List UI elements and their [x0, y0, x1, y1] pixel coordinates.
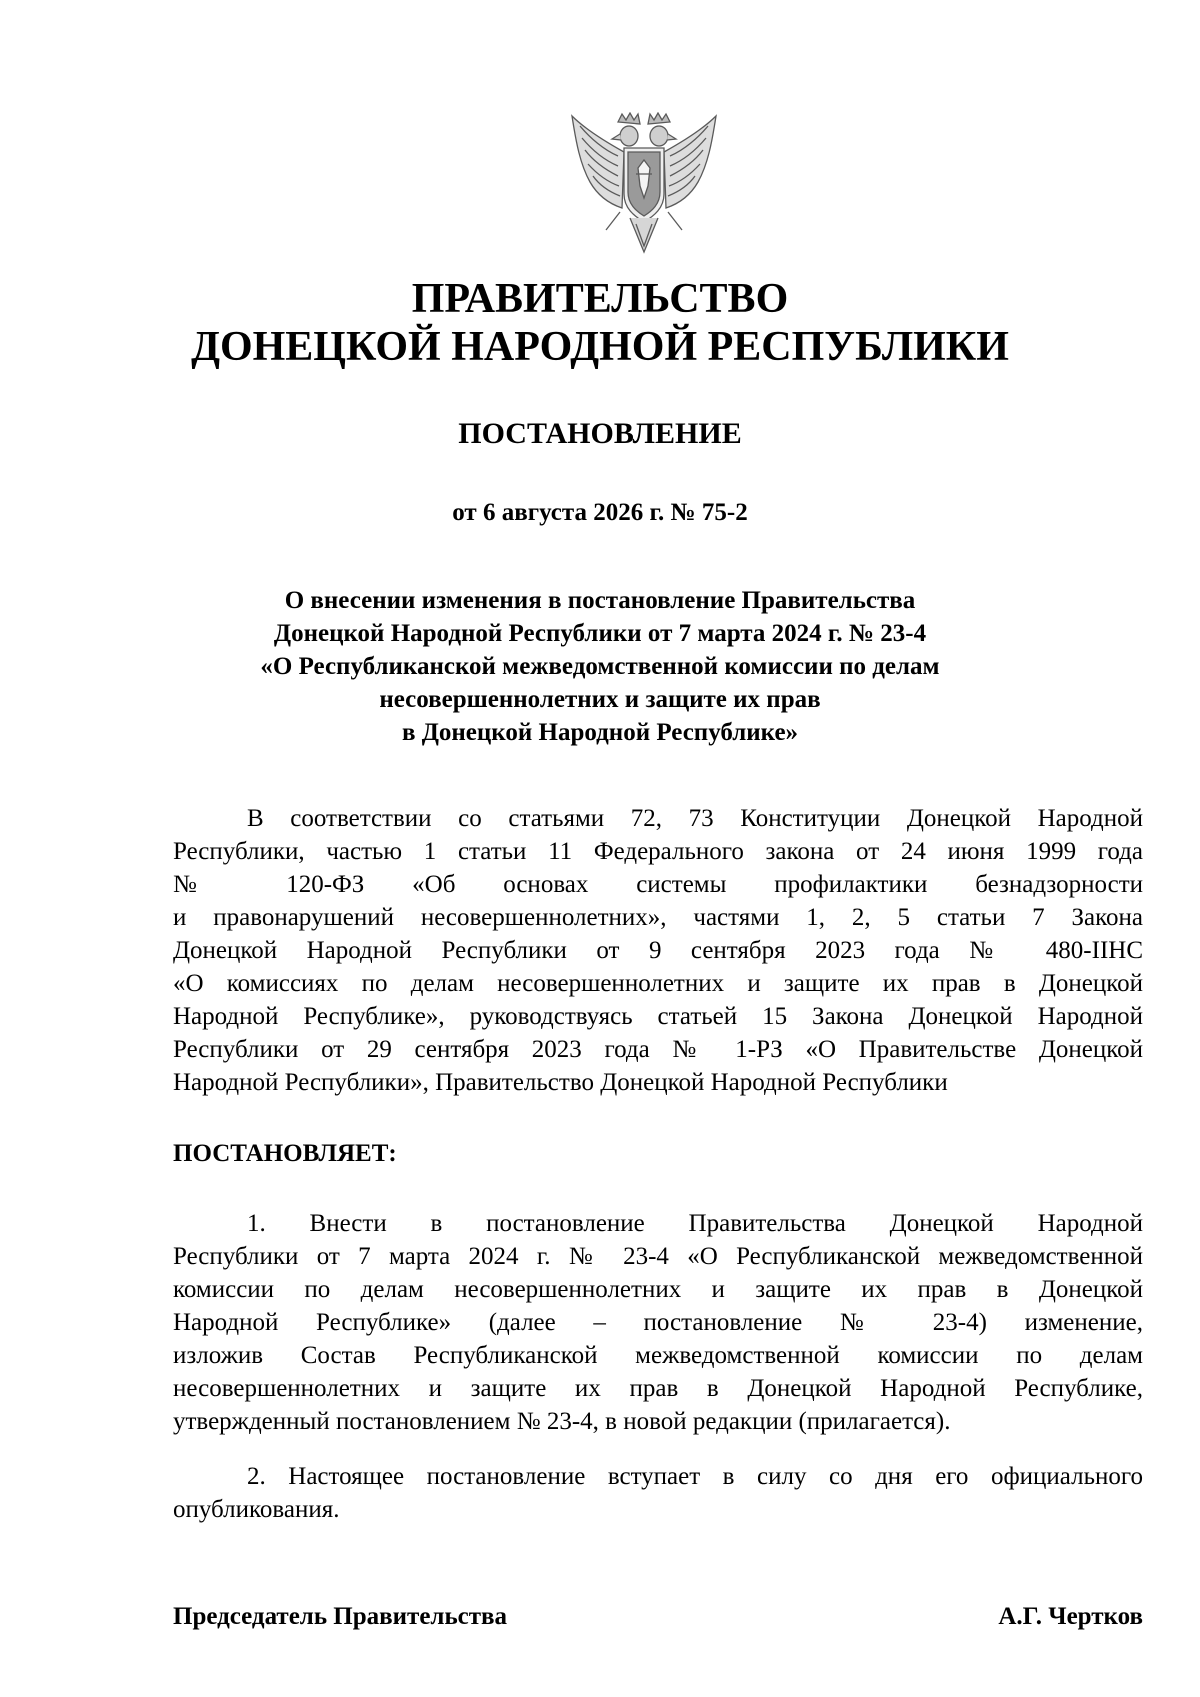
subject-line: в Донецкой Народной Республике» — [401, 719, 799, 746]
paragraph-line: В соответствии со статьями 72, 73 Конституции Донецкой Народной — [247, 805, 1143, 832]
item-1-paragraph — [173, 1207, 1143, 1438]
preamble-paragraph — [173, 802, 1143, 1099]
paragraph-line: Республики, частью 1 статьи 11 Федерального закона от 24 июня 1999 года — [173, 838, 1143, 865]
government-name-line1: ПРАВИТЕЛЬСТВО — [411, 276, 789, 322]
paragraph-line: Республики от 7 марта 2024 г. № 23-4 «О Республиканской межведомственной — [173, 1243, 1143, 1270]
paragraph-line: изложив Состав Республиканской межведомственной комиссии по делам — [173, 1342, 1143, 1369]
paragraph-line: Народной Республике» (далее – постановление № 23-4) изменение, — [173, 1309, 1143, 1336]
subject-line: несовершеннолетних и защите их прав — [379, 686, 821, 713]
government-name-line2: ДОНЕЦКОЙ НАРОДНОЙ РЕСПУБЛИКИ — [191, 324, 1009, 370]
signatory-role: Председатель Правительства — [173, 1603, 508, 1630]
paragraph-line: Народной Республики», Правительство Донецкой Народной Республики — [173, 1069, 948, 1096]
signatory-name: А.Г. Чертков — [998, 1603, 1143, 1630]
item-2-paragraph — [173, 1460, 1143, 1526]
paragraph-line: 1. Внести в постановление Правительства Донецкой Народной — [247, 1210, 1143, 1237]
document-type: ПОСТАНОВЛЕНИЕ — [458, 417, 742, 450]
paragraph-line: опубликования. — [173, 1496, 340, 1523]
document-date-number: от 6 августа 2026 г. № 75-2 — [452, 499, 748, 526]
subject-line: О внесении изменения в постановление Правительства — [284, 587, 916, 614]
paragraph-line: несовершеннолетних и защите их прав в Донецкой Народной Республике, — [173, 1375, 1143, 1402]
paragraph-line: № 120-ФЗ «Об основах системы профилактики безнадзорности — [173, 871, 1143, 898]
decree-word: ПОСТАНОВЛЯЕТ: — [173, 1140, 397, 1167]
paragraph-line: Донецкой Народной Республики от 9 сентября 2023 года № 480-IIНС — [173, 937, 1143, 964]
subject-line: Донецкой Народной Республики от 7 марта 2024 г. № 23-4 — [273, 620, 927, 647]
paragraph-line: Республики от 29 сентября 2023 года № 1-РЗ «О Правительстве Донецкой — [173, 1036, 1143, 1063]
document-subject — [0, 584, 1200, 749]
paragraph-line: Народной Республике», руководствуясь статьей 15 Закона Донецкой Народной — [173, 1003, 1143, 1030]
paragraph-line: и правонарушений несовершеннолетних», частями 1, 2, 5 статьи 7 Закона — [173, 904, 1143, 931]
coat-of-arms-icon — [566, 112, 722, 260]
paragraph-line: утвержденный постановлением № 23-4, в новой редакции (прилагается). — [173, 1408, 951, 1435]
paragraph-line: «О комиссиях по делам несовершеннолетних и защите их прав в Донецкой — [173, 970, 1143, 997]
subject-line: «О Республиканской межведомственной комиссии по делам — [260, 653, 940, 680]
paragraph-line: комиссии по делам несовершеннолетних и защите их прав в Донецкой — [173, 1276, 1143, 1303]
paragraph-line: 2. Настоящее постановление вступает в силу со дня его официального — [247, 1463, 1143, 1490]
